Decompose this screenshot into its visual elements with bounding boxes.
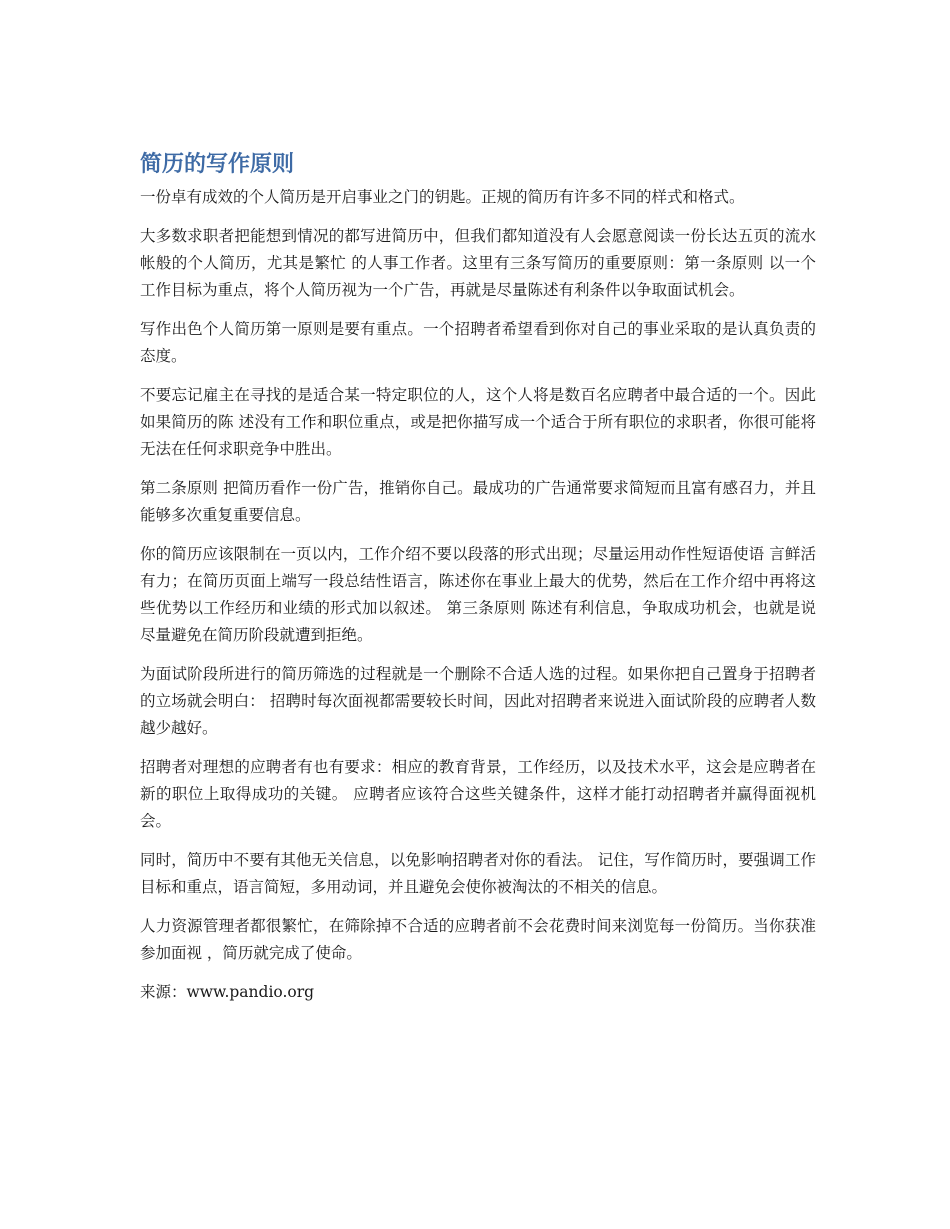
document-body xyxy=(140,150,816,1006)
paragraph-no-irrelevant-info: 同时，简历中不要有其他无关信息，以免影响招聘者对你的看法。 记住，写作简历时，要强调工作目标和重点，语言简短，多用动词，并且避免会使你被淘汰的不相关的信息。 xyxy=(140,851,816,896)
paragraph-employer-focus: 不要忘记雇主在寻找的是适合某一特定职位的人，这个人将是数百名应聘者中最合适的一个。因此如果简历的陈 述没有工作和职位重点，或是把你描写成一个适合于所有职位的求职者，你很可能将无法在任何求职竞争中胜出。 xyxy=(140,386,816,458)
document-title: 简历的写作原则 xyxy=(140,152,295,177)
paragraph-screening-process: 为面试阶段所进行的简历筛选的过程就是一个删除不合适人选的过程。如果你把自己置身于招聘者的立场就会明白： 招聘时每次面视都需要较长时间，因此对招聘者来说进入面试阶段的应聘者人数越少越好。 xyxy=(140,665,816,737)
paragraph-first-principle: 写作出色个人简历第一原则是要有重点。一个招聘者希望看到你对自己的事业采取的是认真负责的态度。 xyxy=(140,320,816,365)
paragraph-principles-overview: 大多数求职者把能想到情况的都写进简历中，但我们都知道没有人会愿意阅读一份长达五页的流水帐般的个人简历，尤其是繁忙 的人事工作者。这里有三条写简历的重要原则：第一条原则 以一个工作目标为重点，将个人简历视为一个广告，再就是尽量陈述有利条件以争取面试机会。 xyxy=(140,227,816,299)
paragraph-second-principle: 第二条原则 把简历看作一份广告，推销你自己。最成功的广告通常要求简短而且富有感召力，并且能够多次重复重要信息。 xyxy=(140,479,816,524)
paragraph-hr-busy: 人力资源管理者都很繁忙，在筛除掉不合适的应聘者前不会花费时间来浏览每一份简历。当你获准参加面视 ，简历就完成了使命。 xyxy=(140,917,816,962)
paragraph-intro: 一份卓有成效的个人简历是开启事业之门的钥匙。正规的简历有许多不同的样式和格式。 xyxy=(140,188,745,206)
paragraph-requirements: 招聘者对理想的应聘者有也有要求：相应的教育背景，工作经历，以及技术水平，这会是应聘者在新的职位上取得成功的关键。 应聘者应该符合这些关键条件，这样才能打动招聘者并赢得面视机会。 xyxy=(140,758,816,830)
source-line: 来源：www.pandio.org xyxy=(140,983,315,1001)
paragraph-one-page-limit: 你的简历应该限制在一页以内，工作介绍不要以段落的形式出现；尽量运用动作性短语使语 言鲜活有力；在简历页面上端写一段总结性语言，陈述你在事业上最大的优势，然后在工作介绍中再将这些优势以工作经历和业绩的形式加以叙述。 第三条原则 陈述有利信息，争取成功机会，也就是说尽量避免在简历阶段就遭到拒绝。 xyxy=(140,545,816,644)
